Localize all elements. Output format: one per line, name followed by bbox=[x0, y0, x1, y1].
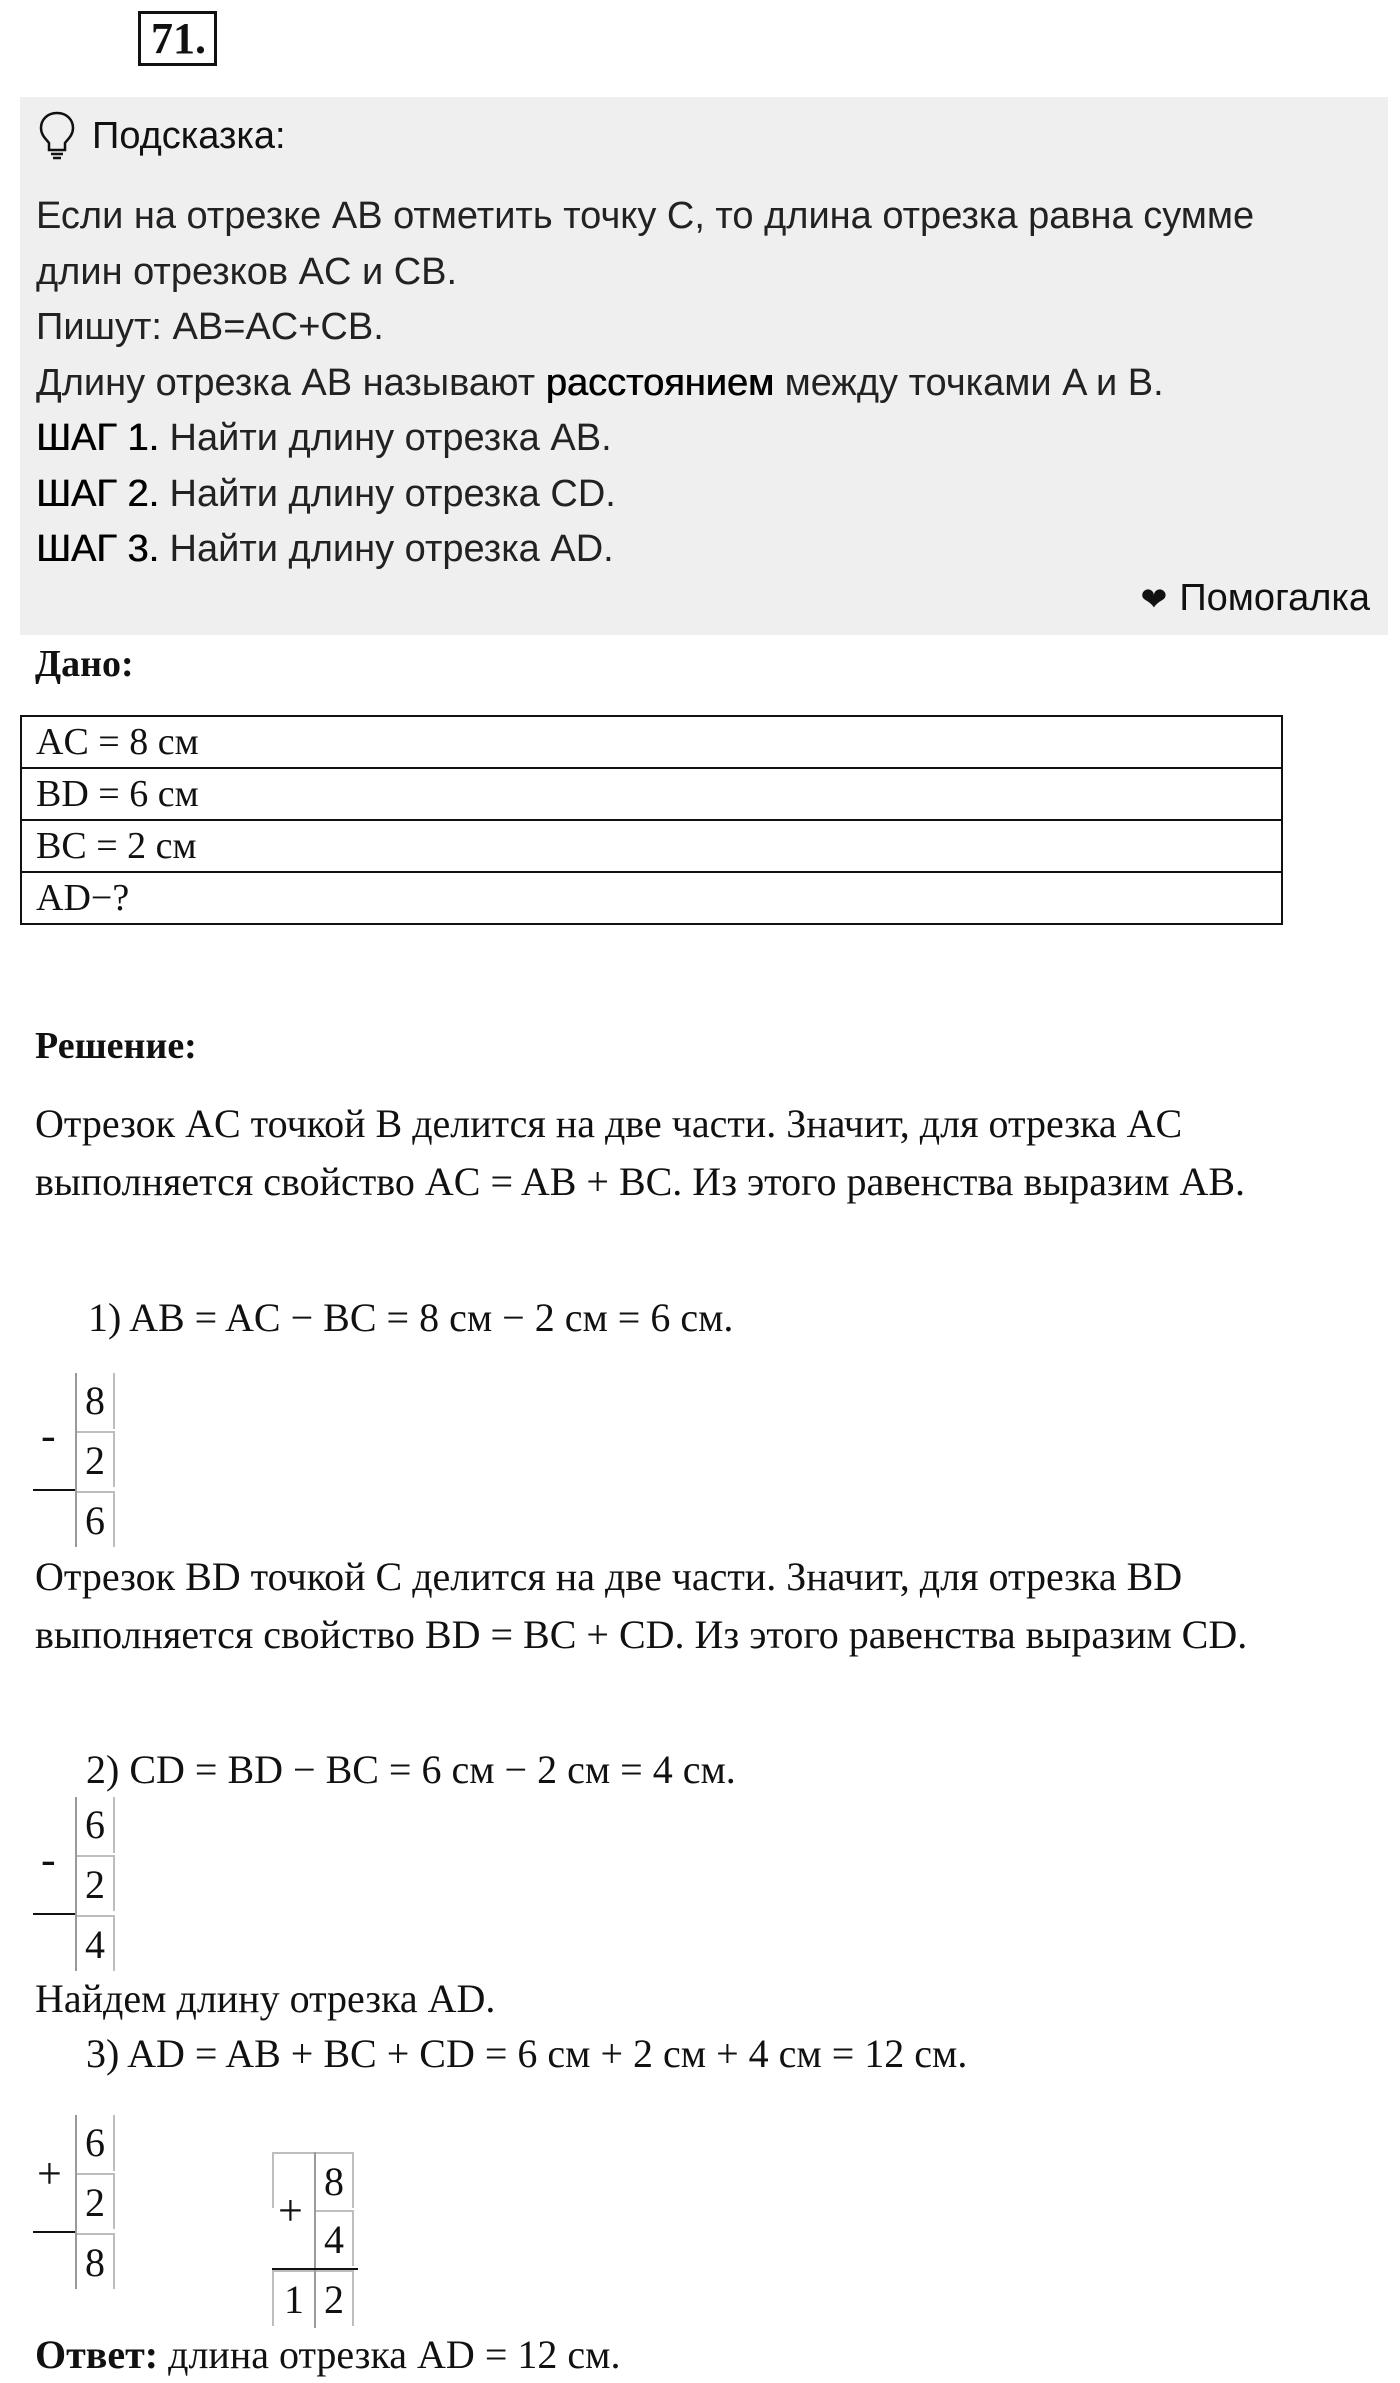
step-label: ШАГ 3. bbox=[36, 528, 159, 570]
subtrahend-digit: 2 bbox=[77, 1431, 115, 1487]
solution-step-1: 1) AB = AC − BC = 8 см − 2 см = 6 см. bbox=[88, 1295, 734, 1340]
given-cell: BD = 6 см bbox=[21, 768, 1282, 820]
step-label: ШАГ 2. bbox=[36, 472, 159, 515]
hint-step-1 bbox=[36, 411, 1376, 467]
hint-line: длин отрезков AC и CB. bbox=[36, 250, 458, 293]
answer-text: длина отрезка AD = 12 см. bbox=[158, 2332, 621, 2377]
hint-panel bbox=[20, 97, 1388, 635]
solution-paragraph-1: Отрезок AC точкой B делится на две части. Значит, для отрезка AC выполняется свойство AC = AB + BC. Из этого равенства выразим AB. bbox=[35, 1101, 1246, 1204]
answer-label: Ответ: bbox=[35, 2332, 159, 2377]
result-digit: 6 bbox=[77, 1491, 115, 1547]
solution-step-2: 2) CD = BD − BC = 6 см − 2 см = 4 см. bbox=[86, 1747, 736, 1792]
solution-paragraph-3: Найдем длину отрезка AD. bbox=[35, 1976, 496, 2021]
hint-step-3 bbox=[36, 522, 1376, 578]
column-calculation-2 bbox=[33, 1797, 123, 1971]
addend-digit: 4 bbox=[316, 2210, 354, 2266]
hint-title: Подсказка: bbox=[92, 114, 286, 157]
hint-header bbox=[38, 107, 286, 165]
given-cell: AD−? bbox=[21, 872, 1282, 924]
minus-sign: - bbox=[41, 1835, 56, 1884]
hint-body bbox=[36, 189, 1376, 578]
result-line bbox=[33, 1489, 75, 1491]
sum-digit-tens: 1 bbox=[272, 2270, 314, 2326]
given-label: Дано: bbox=[35, 643, 134, 685]
given-row bbox=[21, 768, 1282, 820]
column-calculation-4 bbox=[272, 2152, 362, 2328]
addend-digit: 8 bbox=[316, 2152, 354, 2208]
step-text: Найти длину отрезка CD. bbox=[159, 472, 616, 515]
hint-step-2 bbox=[36, 467, 1376, 523]
given-table bbox=[20, 715, 1283, 925]
addend-digit: 2 bbox=[77, 2173, 115, 2229]
hint-line: Пишут: AB=AC+CB. bbox=[36, 306, 384, 348]
answer bbox=[35, 2327, 620, 2383]
minuend-digit: 6 bbox=[77, 1797, 115, 1853]
subtrahend-digit: 2 bbox=[77, 1855, 115, 1911]
result-line bbox=[33, 2231, 75, 2233]
step-label: ШАГ 1. bbox=[36, 417, 159, 459]
solution-step-3: 3) AD = AB + BC + CD = 6 см + 2 см + 4 см = 12 см. bbox=[86, 2031, 968, 2076]
given-cell: BC = 2 см bbox=[21, 820, 1282, 872]
hint-distance-line bbox=[36, 356, 1376, 412]
step-text: Найти длину отрезка AD. bbox=[159, 528, 614, 570]
column-calculation-3 bbox=[33, 2115, 123, 2289]
solution-paragraph-2: Отрезок BD точкой C делится на две части. Значит, для отрезка BD выполняется свойство BD = BC + CD. Из этого равенства выразим CD. bbox=[35, 1554, 1248, 1657]
given-row bbox=[21, 716, 1282, 768]
plus-sign: + bbox=[37, 2149, 62, 2198]
hint-distance-term: расстоянием bbox=[545, 361, 775, 404]
minuend-digit: 8 bbox=[77, 1373, 115, 1429]
result-line bbox=[33, 1913, 75, 1915]
given-cell: AC = 8 см bbox=[21, 716, 1282, 768]
given-row bbox=[21, 872, 1282, 924]
hint-line: Если на отрезке AB отметить точку C, то длина отрезка равна сумме bbox=[36, 195, 1255, 237]
task-number bbox=[138, 14, 217, 64]
sum-digit: 8 bbox=[77, 2233, 115, 2289]
sum-digit-units: 2 bbox=[316, 2270, 354, 2326]
hint-distance-before: Длину отрезка AB называют bbox=[36, 361, 546, 404]
solution-label: Решение: bbox=[35, 1025, 197, 1067]
given-row bbox=[21, 820, 1282, 872]
hint-distance-after: между точками A и B. bbox=[774, 361, 1164, 404]
plus-sign: + bbox=[278, 2186, 303, 2235]
lightbulb-icon bbox=[38, 110, 76, 162]
step-text: Найти длину отрезка AB. bbox=[159, 417, 612, 459]
minus-sign: - bbox=[41, 1411, 56, 1460]
brand-label: Помогалка bbox=[1179, 577, 1370, 619]
heart-icon: ❤ bbox=[1140, 580, 1168, 617]
addend-digit: 6 bbox=[77, 2115, 115, 2171]
result-digit: 4 bbox=[77, 1915, 115, 1971]
brand-link[interactable] bbox=[1141, 577, 1370, 620]
task-number-label: 71. bbox=[138, 11, 217, 66]
column-calculation-1 bbox=[33, 1373, 123, 1547]
